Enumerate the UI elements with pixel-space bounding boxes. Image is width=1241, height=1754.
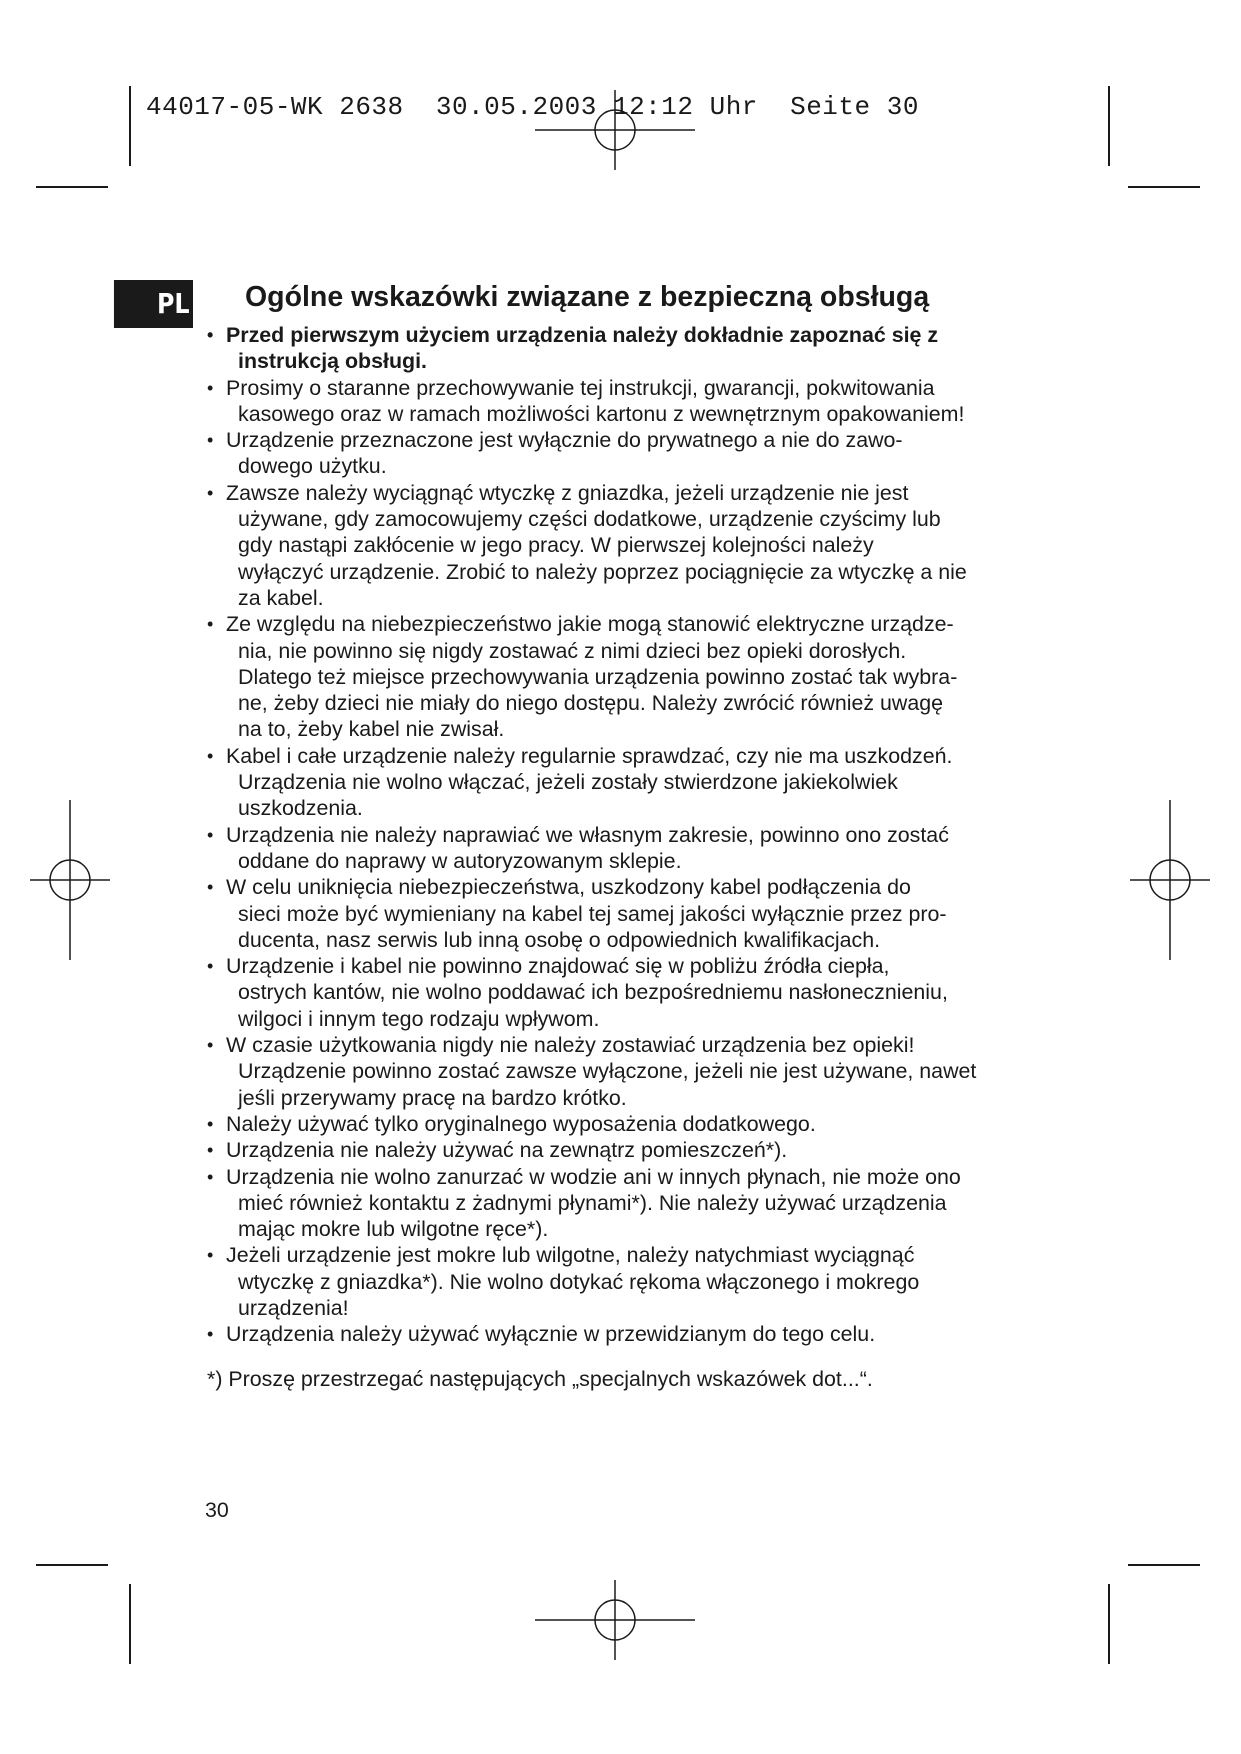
list-item-line: wtyczkę z gniazdka*). Nie wolno dotykać rękoma włączonego i mokrego xyxy=(238,1269,920,1294)
list-item-line: • Urządzenia nie należy używać na zewnątrz pomieszczeń*). xyxy=(226,1138,788,1163)
list-item-line: urządzenia! xyxy=(238,1295,349,1320)
crop-mark-top-left-horizontal xyxy=(36,186,108,188)
crop-mark-bottom-right-vertical xyxy=(1108,1584,1110,1664)
registration-mark-right-icon xyxy=(1130,800,1210,960)
list-item-line: • Jeżeli urządzenie jest mokre lub wilgotne, należy natychmiast wyciągnąć xyxy=(226,1243,915,1268)
list-item-line: ostrych kantów, nie wolno poddawać ich bezpośredniemu nasłonecznieniu, xyxy=(238,980,948,1005)
list-item-line: ne, żeby dzieci nie miały do niego dostępu. Należy zwrócić również uwagę xyxy=(238,691,944,716)
list-item-line: kasowego oraz w ramach możliwości kartonu z wewnętrznym opakowaniem! xyxy=(238,401,965,426)
list-item-line: • Ze względu na niebezpieczeństwo jakie mogą stanowić elektryczne urządze- xyxy=(226,612,954,637)
list-item xyxy=(207,953,1037,1032)
list-item-line: • W celu uniknięcia niebezpieczeństwa, uszkodzony kabel podłączenia do xyxy=(226,875,911,900)
list-item xyxy=(207,1164,1037,1243)
list-item-line: na to, żeby kabel nie zwisał. xyxy=(238,717,505,742)
list-item xyxy=(207,1321,1037,1347)
list-item-line: gdy nastąpi zakłócenie w jego pracy. W pierwszej kolejności należy xyxy=(238,533,874,558)
page-title: Ogólne wskazówki związane z bezpieczną obsługą xyxy=(245,281,930,313)
list-item xyxy=(207,1137,1037,1163)
list-item-line: Urządzenie powinno zostać zawsze wyłączone, jeżeli nie jest używane, nawet xyxy=(238,1059,977,1084)
list-item-line: • Urządzenia nie wolno zanurzać w wodzie ani w innych płynach, nie może ono xyxy=(226,1164,961,1189)
list-item xyxy=(207,480,1037,611)
crop-mark-top-left-vertical xyxy=(129,86,131,166)
list-item xyxy=(207,427,1037,480)
crop-mark-bottom-left-vertical xyxy=(129,1584,131,1664)
crop-mark-top-right-horizontal xyxy=(1128,186,1200,188)
list-item-line: • Urządzenie i kabel nie powinno znajdować się w pobliżu źródła ciepła, xyxy=(226,954,890,979)
list-item-line: • Kabel i całe urządzenie należy regularnie sprawdzać, czy nie ma uszkodzeń. xyxy=(226,743,953,768)
list-item-line: • Urządzenie przeznaczone jest wyłącznie do prywatnego a nie do zawo- xyxy=(226,428,903,453)
list-item-line: Urządzenia nie wolno włączać, jeżeli zostały stwierdzone jakiekolwiek xyxy=(238,770,898,795)
list-item-line: • Należy używać tylko oryginalnego wyposażenia dodatkowego. xyxy=(226,1111,816,1136)
list-item-line: • Przed pierwszym użyciem urządzenia należy dokładnie zapoznać się z xyxy=(226,323,939,347)
list-item-line: oddane do naprawy w autoryzowanym sklepie. xyxy=(238,848,682,873)
list-item-line: uszkodzenia. xyxy=(238,796,363,821)
list-item-line: nia, nie powinno się nigdy zostawać z nimi dzieci bez opieki dorosłych. xyxy=(238,638,907,663)
list-item-line: dowego użytku. xyxy=(238,454,387,479)
list-item-line: instrukcją obsługi. xyxy=(238,349,427,374)
list-item-line: mając mokre lub wilgotne ręce*). xyxy=(238,1217,549,1242)
list-item xyxy=(207,1242,1037,1321)
list-item-line: • Urządzenia nie należy naprawiać we własnym zakresie, powinno ono zostać xyxy=(226,822,949,847)
list-item xyxy=(207,611,1037,742)
list-item-line: sieci może być wymieniany na kabel tej samej jakości wyłącznie przez pro- xyxy=(238,901,947,926)
list-item xyxy=(207,1111,1037,1137)
list-item-line: • Zawsze należy wyciągnąć wtyczkę z gniazdka, jeżeli urządzenie nie jest xyxy=(226,480,909,505)
crop-mark-bottom-left-horizontal xyxy=(36,1564,108,1566)
list-item-line: • Prosimy o staranne przechowywanie tej instrukcji, gwarancji, pokwitowania xyxy=(226,375,935,400)
crop-mark-bottom-right-horizontal xyxy=(1128,1564,1200,1566)
page-number: 30 xyxy=(205,1498,229,1522)
list-item xyxy=(207,743,1037,822)
registration-mark-bottom-icon xyxy=(535,1580,695,1660)
list-item-line: • Urządzenia należy używać wyłącznie w przewidzianym do tego celu. xyxy=(226,1322,876,1347)
safety-list xyxy=(207,322,1037,1348)
list-item-line: za kabel. xyxy=(238,585,324,610)
list-item xyxy=(207,1032,1037,1111)
list-item-line: używane, gdy zamocowujemy części dodatkowe, urządzenie czyścimy lub xyxy=(238,507,941,532)
footnote: *) Proszę przestrzegać następujących „specjalnych wskazówek dot...“. xyxy=(207,1367,873,1391)
list-item-line: wyłączyć urządzenie. Zrobić to należy poprzez pociągnięcie za wtyczkę a nie xyxy=(238,559,967,584)
list-item-line: jeśli przerywamy pracę na bardzo krótko. xyxy=(238,1085,627,1110)
list-item xyxy=(207,822,1037,875)
list-item-line: mieć również kontaktu z żadnymi płynami*). Nie należy używać urządzenia xyxy=(238,1190,947,1215)
registration-mark-left-icon xyxy=(30,800,110,960)
list-item xyxy=(207,322,1037,375)
list-item-line: Dlatego też miejsce przechowywania urządzenia powinno zostać tak wybra- xyxy=(238,664,958,689)
print-slug: 44017-05-WK 2638 30.05.2003 12:12 Uhr Seite 30 xyxy=(146,92,919,122)
list-item xyxy=(207,375,1037,428)
list-item-line: ducenta, nasz serwis lub inną osobę o odpowiednich kwalifikacjach. xyxy=(238,927,881,952)
language-tab: PL xyxy=(114,280,193,328)
list-item-line: wilgoci i innym tego rodzaju wpływom. xyxy=(238,1006,600,1031)
list-item xyxy=(207,874,1037,953)
list-item-line: • W czasie użytkowania nigdy nie należy zostawiać urządzenia bez opieki! xyxy=(226,1033,915,1058)
crop-mark-top-right-vertical xyxy=(1108,86,1110,166)
